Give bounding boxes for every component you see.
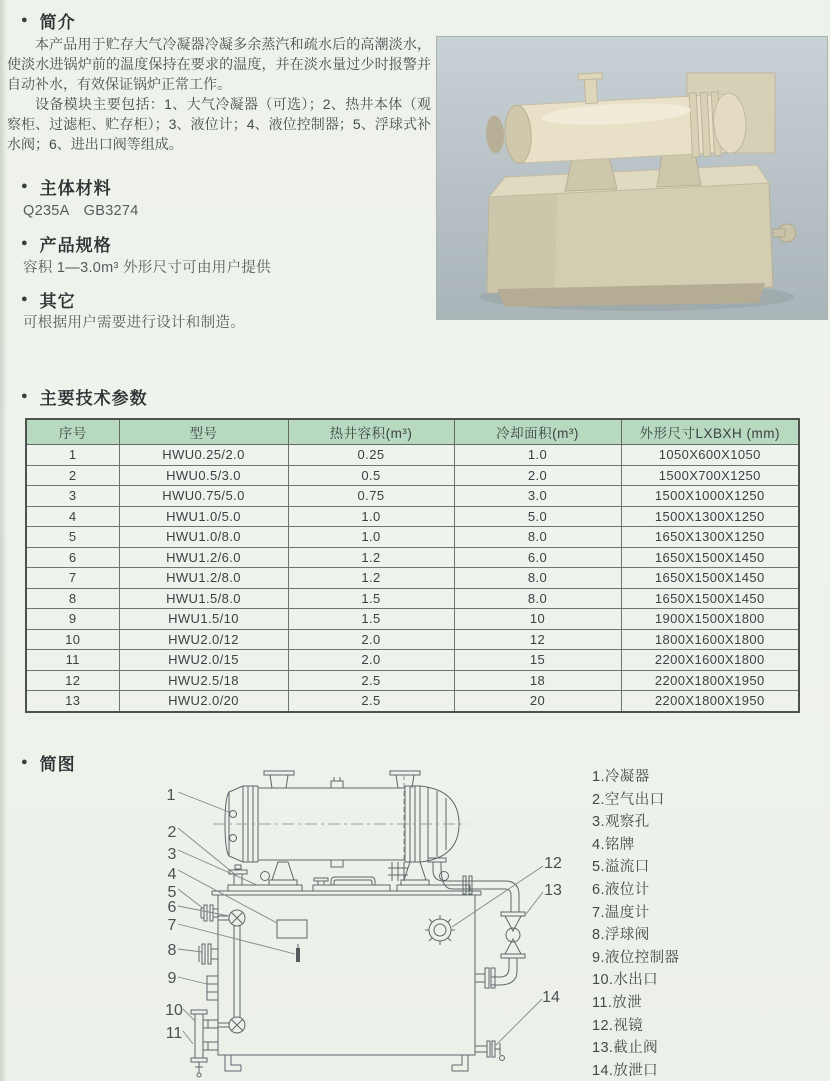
callout-8: 8 [167, 942, 177, 959]
table-cell: 2.5 [288, 670, 454, 691]
table-cell: 13 [26, 691, 119, 712]
table-cell: HWU0.25/2.0 [119, 445, 288, 466]
callout-1: 1 [166, 787, 176, 804]
table-cell: 6.0 [454, 547, 621, 568]
table-cell: 1.0 [288, 527, 454, 548]
table-cell: 1.0 [454, 445, 621, 466]
product-photo-image [437, 37, 827, 319]
legend-item: 2.空气出口 [592, 791, 665, 808]
table-row [26, 445, 799, 466]
table-cell: 1650X1500X1450 [621, 588, 799, 609]
callout-5: 5 [167, 884, 177, 901]
table-cell: 1.2 [288, 568, 454, 589]
bullet-icon: ● [21, 389, 29, 402]
table-row [26, 547, 799, 568]
legend-item: 13.截止阀 [592, 1040, 659, 1057]
specs-table [25, 418, 800, 713]
section-params-heading [21, 384, 148, 409]
table-cell: HWU0.5/3.0 [119, 465, 288, 486]
intro-paragraph-1: 本产品用于贮存大气冷凝器冷凝多余蒸汽和疏水后的高潮淡水，使淡水进锅炉前的温度保持在要求的温度，并在淡水量过少时报警并自动补水，有效保证锅炉正常工作。 [7, 36, 431, 92]
table-row [26, 506, 799, 527]
section-intro-heading [21, 8, 76, 33]
table-cell: 1650X1500X1450 [621, 547, 799, 568]
table-cell: 12 [454, 629, 621, 650]
table-cell: 3 [26, 486, 119, 507]
section-other-heading [21, 287, 76, 312]
bullet-icon: ● [21, 13, 29, 26]
table-cell: HWU2.0/12 [119, 629, 288, 650]
section-diagram-title: 简图 [39, 755, 76, 774]
table-row [26, 670, 799, 691]
material-text: Q235A GB3274 [23, 203, 139, 219]
table-cell: 2.0 [454, 465, 621, 486]
callout-4: 4 [167, 866, 177, 883]
table-cell: 2200X1800X1950 [621, 670, 799, 691]
table-cell: 0.25 [288, 445, 454, 466]
table-cell: HWU0.75/5.0 [119, 486, 288, 507]
table-cell: 7 [26, 568, 119, 589]
table-cell: 9 [26, 609, 119, 630]
bullet-icon: ● [21, 179, 29, 192]
table-cell: 1050X600X1050 [621, 445, 799, 466]
table-cell: 2 [26, 465, 119, 486]
section-material-heading [21, 174, 112, 199]
section-other-title: 其它 [39, 292, 76, 311]
intro-text [7, 34, 431, 154]
table-row [26, 650, 799, 671]
table-cell: HWU2.5/18 [119, 670, 288, 691]
legend-item: 1.冷凝器 [592, 769, 650, 785]
callout-14: 14 [542, 989, 560, 1006]
table-cell: HWU1.0/8.0 [119, 527, 288, 548]
callout-13: 13 [544, 882, 562, 899]
diagram-legend [592, 766, 679, 1081]
table-cell: 2200X1600X1800 [621, 650, 799, 671]
spec-text: 容积 1—3.0m³ 外形尺寸可由用户提供 [23, 260, 271, 276]
table-cell: 2200X1800X1950 [621, 691, 799, 712]
table-cell: 1900X1500X1800 [621, 609, 799, 630]
table-cell: HWU1.0/5.0 [119, 506, 288, 527]
table-cell: 8.0 [454, 568, 621, 589]
table-row [26, 691, 799, 712]
table-cell: 1650X1500X1450 [621, 568, 799, 589]
legend-item: 14.放泄口 [592, 1062, 659, 1079]
section-params-title: 主要技术参数 [39, 389, 148, 408]
table-cell: 1.5 [288, 588, 454, 609]
table-cell: 3.0 [454, 486, 621, 507]
table-cell: 0.5 [288, 465, 454, 486]
intro-paragraph-2: 设备模块主要包括：1、大气冷凝器（可选）；2、热井本体（观察柜、过滤柜、贮存柜）；3、液位计；4、液位控制器；5、浮球式补水阀；6、进出口阀等组成。 [7, 96, 431, 152]
bullet-icon: ● [21, 292, 29, 305]
table-header-cell: 热井容积(m³) [288, 419, 454, 445]
section-material-title: 主体材料 [39, 179, 112, 198]
table-cell: 1500X700X1250 [621, 465, 799, 486]
callout-10: 10 [165, 1002, 183, 1019]
table-cell: 18 [454, 670, 621, 691]
table-cell: 12 [26, 670, 119, 691]
section-intro-title: 简介 [39, 13, 76, 32]
table-cell: 1 [26, 445, 119, 466]
specs-table-head [26, 419, 799, 445]
table-cell: HWU1.2/6.0 [119, 547, 288, 568]
table-row [26, 629, 799, 650]
table-cell: 8.0 [454, 588, 621, 609]
callout-2: 2 [167, 824, 177, 841]
table-cell: HWU1.5/10 [119, 609, 288, 630]
section-spec-heading [21, 231, 112, 256]
table-cell: 1.2 [288, 547, 454, 568]
table-cell: 8 [26, 588, 119, 609]
table-cell: 10 [26, 629, 119, 650]
table-header-cell: 型号 [119, 419, 288, 445]
table-cell: 8.0 [454, 527, 621, 548]
legend-item: 5.溢流口 [592, 859, 650, 876]
table-cell: 1.5 [288, 609, 454, 630]
table-header-cell: 外形尺寸LXBXH (mm) [621, 419, 799, 445]
legend-item: 11.放泄 [592, 994, 643, 1011]
table-row [26, 486, 799, 507]
specs-table-body [26, 445, 799, 712]
callout-12: 12 [544, 855, 562, 872]
table-cell: 1500X1000X1250 [621, 486, 799, 507]
table-cell: 10 [454, 609, 621, 630]
legend-item: 10.水出口 [592, 972, 659, 989]
legend-item: 3.观察孔 [592, 814, 650, 831]
table-cell: HWU2.0/15 [119, 650, 288, 671]
table-cell: 6 [26, 547, 119, 568]
table-cell: 4 [26, 506, 119, 527]
legend-item: 4.铭牌 [592, 836, 635, 853]
legend-item: 8.浮球阀 [592, 927, 650, 944]
table-header-cell: 序号 [26, 419, 119, 445]
table-cell: 1.0 [288, 506, 454, 527]
table-cell: HWU1.5/8.0 [119, 588, 288, 609]
table-cell: 11 [26, 650, 119, 671]
callout-3: 3 [167, 846, 177, 863]
table-header-cell: 冷却面积(m³) [454, 419, 621, 445]
table-cell: 20 [454, 691, 621, 712]
callout-9: 9 [167, 970, 177, 987]
table-cell: 5.0 [454, 506, 621, 527]
legend-item: 9.液位控制器 [592, 949, 680, 966]
table-cell: 1500X1300X1250 [621, 506, 799, 527]
product-photo [436, 36, 828, 320]
legend-item: 12.视镜 [592, 1017, 644, 1034]
legend-item: 7.温度计 [592, 904, 650, 921]
table-cell: 2.5 [288, 691, 454, 712]
table-cell: 1650X1300X1250 [621, 527, 799, 548]
table-row [26, 609, 799, 630]
callout-11: 11 [165, 1025, 183, 1042]
section-spec-title: 产品规格 [39, 236, 112, 255]
table-row [26, 568, 799, 589]
table-row [26, 527, 799, 548]
other-text: 可根据用户需要进行设计和制造。 [23, 315, 245, 331]
table-cell: 5 [26, 527, 119, 548]
table-cell: 0.75 [288, 486, 454, 507]
table-cell: HWU1.2/8.0 [119, 568, 288, 589]
table-row [26, 465, 799, 486]
table-cell: 15 [454, 650, 621, 671]
table-cell: HWU2.0/20 [119, 691, 288, 712]
bullet-icon: ● [21, 236, 29, 249]
callout-6: 6 [167, 899, 177, 916]
table-row [26, 588, 799, 609]
section-diagram-heading [21, 750, 76, 775]
callout-7: 7 [167, 917, 177, 934]
bullet-icon: ● [21, 755, 29, 768]
schematic-diagram [145, 762, 575, 1080]
table-cell: 2.0 [288, 650, 454, 671]
table-cell: 2.0 [288, 629, 454, 650]
legend-item: 6.液位计 [592, 881, 650, 898]
table-cell: 1800X1600X1800 [621, 629, 799, 650]
